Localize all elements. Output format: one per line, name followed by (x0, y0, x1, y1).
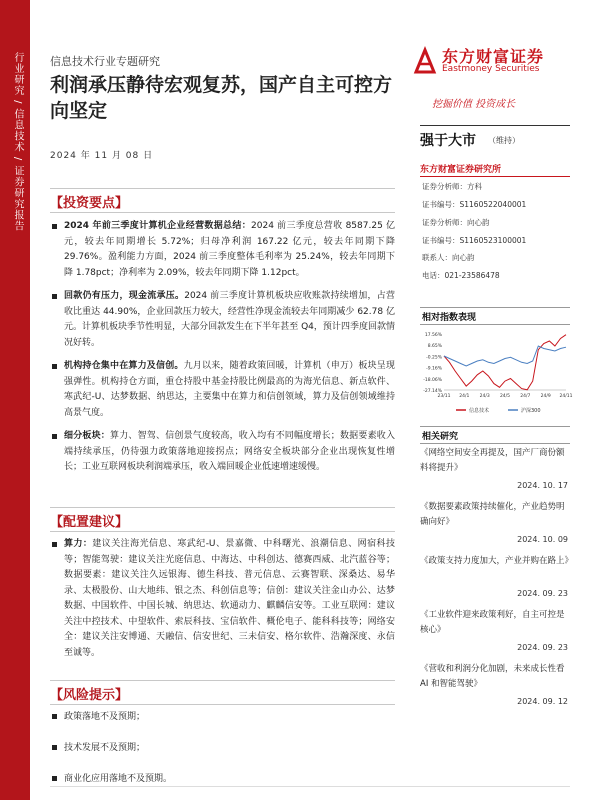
series-line-hs300 (444, 346, 566, 366)
related-section-title: 相关研究 (422, 432, 459, 442)
config-section-header (50, 507, 395, 530)
analyst-line: 证券分析师：向心韵 (422, 218, 490, 227)
brand-logo-icon (412, 46, 438, 76)
investment-section-label: 【投资要点】 (50, 196, 129, 211)
rating-note: （维持） (488, 136, 520, 145)
legend-label: 信息技术 (469, 408, 490, 414)
rating-value: 强于大市 (420, 133, 476, 149)
related-item-date: 2024. 10. 09 (517, 535, 568, 544)
investment-point: 机构持仓集中在算力及信创。九月以来，随着政策回暖，计算机（申万）板块呈现强弹性。机构持仓方面，重仓持股中基金持股比例最高的为海光信息、新点软件、寒武纪-U、达梦数据、纳思达，主要集中在算力和信创领域，算力及信创领域维持高景气度。 (50, 359, 395, 421)
side-strip-text: 行业研究 / 信息技术 / 证券研究报告 (12, 52, 23, 232)
institute-name: 东方财富证券研究所 (420, 165, 502, 175)
footer-divider (50, 786, 570, 787)
risk-item: 技术发展不及预期； (50, 741, 395, 755)
brand-logo (412, 44, 562, 94)
investment-point: 2024 年前三季度计算机企业经营数据总结：2024 前三季度总营收 8587.25 亿元，较去年同期增长 5.72%；归母净利润 167.22 亿元，较去年同期下降 29.76%。盈利能力方面，2024 前三季度整体毛利率为 25.24%，较去年同期下降 1.78pct；净利率为 2.09%，较去年同期下降 1.12pct。 (50, 219, 395, 281)
relative-index-chart (420, 330, 573, 420)
x-tick-label: 24/3 (479, 394, 490, 399)
analyst-line: 证书编号：S1160523100001 (422, 236, 527, 245)
investment-section-header (50, 188, 395, 211)
config-section-label: 【配置建议】 (50, 515, 129, 530)
related-section-header (420, 426, 570, 444)
risk-item: 政策落地不及预期； (50, 710, 395, 724)
x-tick-label: 24/1 (459, 394, 470, 399)
x-tick-label: 24/7 (520, 394, 531, 399)
y-tick-label: -0.25% (426, 355, 442, 361)
analyst-line: 证券分析师：方科 (422, 182, 482, 191)
page-title: 利润承压静待宏观复苏，国产自主可控方向坚定 (50, 74, 393, 122)
related-item-date: 2024. 09. 23 (517, 643, 568, 652)
config-point: 算力：建议关注海光信息、寒武纪-U、景嘉微、中科曙光、浪潮信息、网宿科技等；智能驾驶：建议关注光庭信息、中海达、中科创达、德赛西威、北汽蓝谷等；数据要素：建议关注久远银海、德生科技、普元信息、云赛智联、深桑达、易华录、太极股份、山大地纬、银之杰、科创信息等；信创：建议关注金山办公、达梦数据、中国软件、中国长城、纳思达、软通动力、麒麟信安等。工业互联网：建议关注中控技术、中望软件、索辰科技、宝信软件、概伦电子、能科科技等；网络安全：建议关注安博通、天融信、信安世纪、三未信安、格尔软件、浩瀚深度、永信至诚等。 (50, 537, 395, 661)
risk-section-label: 【风险提示】 (50, 688, 129, 703)
investment-points (50, 219, 395, 484)
brand-name-cn: 东方财富证券 (442, 47, 545, 66)
investment-point: 回款仍有压力，现金流承压。2024 前三季度计算机板块应收账款持续增加，占营收比重达 44.90%，企业回款压力较大，经营性净现金流较去年同期减少 62.78 亿元。计算机板块季节性明显，大部分回款发生在下半年甚至 Q4，预计四季度回款情况好转。 (50, 289, 395, 351)
side-strip (0, 0, 30, 800)
risk-item: 商业化应用落地不及预期。 (50, 772, 395, 786)
related-item-title[interactable]: 《工业软件迎来政策利好，自主可控是核心》 (420, 610, 565, 635)
related-item-title[interactable]: 《数据要素政策持续催化，产业趋势明确向好》 (420, 502, 565, 527)
x-tick-label: 23/11 (437, 394, 451, 399)
x-tick-label: 24/5 (499, 394, 511, 399)
report-type: 信息技术行业专题研究 (50, 55, 160, 68)
y-tick-label: 8.65% (427, 344, 442, 350)
series-line-it (444, 335, 566, 390)
divider (420, 125, 570, 126)
related-item-date: 2024. 09. 12 (517, 697, 568, 706)
divider (420, 176, 570, 177)
y-tick-label: -27.14% (423, 389, 442, 394)
risk-section-header (50, 680, 395, 703)
investment-point: 细分板块：算力、智驾、信创景气度较高，收入均有不同幅度增长；数据要素收入端持续承压，仍待强力政策落地迎接拐点；网络安全板块部分企业出现恢复性增长；工业互联网板块利润端承压，收入端回暖企业低速增速缓慢。 (50, 429, 395, 476)
chart-section-title: 相对指数表现 (422, 313, 477, 323)
risk-list (50, 710, 395, 803)
related-item-date: 2024. 09. 23 (517, 589, 568, 598)
y-tick-label: -9.16% (426, 366, 442, 372)
y-tick-label: 17.56% (424, 333, 442, 338)
related-item-title[interactable]: 《网络空间安全再提及，国产厂商份额料将提升》 (420, 448, 565, 473)
brand-slogan: 挖掘价值 投资成长 (432, 99, 516, 110)
analyst-line: 证书编号：S1160522040001 (422, 200, 527, 209)
related-item-title[interactable]: 《政策支持力度加大，产业并购在路上》 (420, 556, 574, 566)
y-tick-label: -18.06% (423, 377, 442, 383)
x-tick-label: 24/9 (540, 394, 551, 399)
brand-name-en: Eastmoney Securities (442, 64, 540, 74)
chart-section-header (420, 307, 570, 325)
related-item-date: 2024. 10. 17 (517, 481, 568, 490)
analyst-line: 电话：021-23586478 (422, 271, 500, 280)
legend-label: 沪深300 (521, 408, 541, 414)
analyst-line: 联系人：向心韵 (422, 253, 475, 262)
report-date: 2024 年 11 月 08 日 (50, 151, 154, 161)
related-item-title[interactable]: 《营收和利润分化加剧，未来成长性看 AI 和智能驾驶》 (420, 664, 565, 689)
config-points (50, 537, 395, 669)
x-tick-label: 24/11 (559, 394, 573, 399)
